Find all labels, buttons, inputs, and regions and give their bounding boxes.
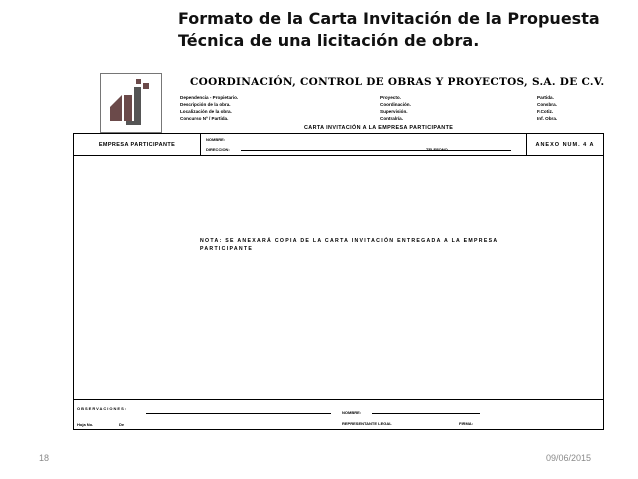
contact-fields — [201, 134, 526, 155]
header-field: Concurso Nº / Partida. — [180, 116, 229, 121]
header-field: Supervisión. — [380, 109, 408, 114]
form-title: CARTA INVITACIÓN A LA EMPRESA PARTICIPANTE — [304, 125, 454, 131]
header-mid-fields — [380, 94, 411, 122]
de-label: De — [119, 422, 125, 427]
form-footer-row — [74, 399, 603, 429]
form-frame — [73, 133, 604, 430]
header-field: Coordinación. — [380, 102, 411, 107]
header-left-fields — [180, 94, 238, 122]
telefono-label: TELEFONO — [426, 147, 448, 152]
nombre2-label: NOMBRE: — [342, 410, 362, 415]
nota-text: NOTA: SE ANEXARÁ COPIA DE LA CARTA INVITACIÓN ENTREGADA A LA EMPRESA PARTICIPANTE — [200, 238, 499, 252]
anexo-label: ANEXO NUM. 4 A — [526, 134, 603, 155]
nombre2-field[interactable] — [372, 413, 480, 414]
company-name: COORDINACIÓN, CONTROL DE OBRAS Y PROYECTOS, S.A. DE C.V. — [190, 76, 605, 88]
header-field: Dependencia - Propietario. — [180, 95, 239, 100]
nombre-label: NOMBRE: — [206, 137, 226, 142]
slide-date: 09/06/2015 — [546, 453, 592, 463]
header-right-fields — [537, 94, 557, 122]
company-logo-icon — [100, 73, 162, 133]
header-field: Proyecto. — [380, 95, 401, 100]
direccion-field[interactable] — [241, 150, 511, 151]
slide-title — [178, 8, 600, 52]
observaciones-label: OBSERVACIONES: — [77, 406, 128, 411]
header-field: Partida. — [537, 95, 554, 100]
direccion-label: DIRECCION: — [206, 147, 230, 152]
observaciones-field[interactable] — [146, 413, 331, 414]
form-header-row — [74, 134, 603, 156]
header-field: Inf. Obra. — [537, 116, 558, 121]
header-field: Contralría. — [380, 116, 403, 121]
firma-label: FIRMA: — [459, 421, 473, 426]
slide-title-line-2: Técnica de una licitación de obra. — [178, 31, 480, 50]
slide-title-line-1: Formato de la Carta Invitación de la Propuesta — [178, 9, 600, 28]
header-field: Localización de la obra. — [180, 109, 232, 114]
header-field: Consbra. — [537, 102, 557, 107]
representante-label: REPRESENTANTE LEGAL — [342, 421, 392, 426]
header-field: Descripción de la obra. — [180, 102, 231, 107]
slide-number: 18 — [39, 453, 50, 463]
empresa-label: EMPRESA PARTICIPANTE — [74, 134, 201, 155]
header-field: F.Cotiz. — [537, 109, 554, 114]
hoja-label: Hoja No. — [77, 422, 94, 427]
